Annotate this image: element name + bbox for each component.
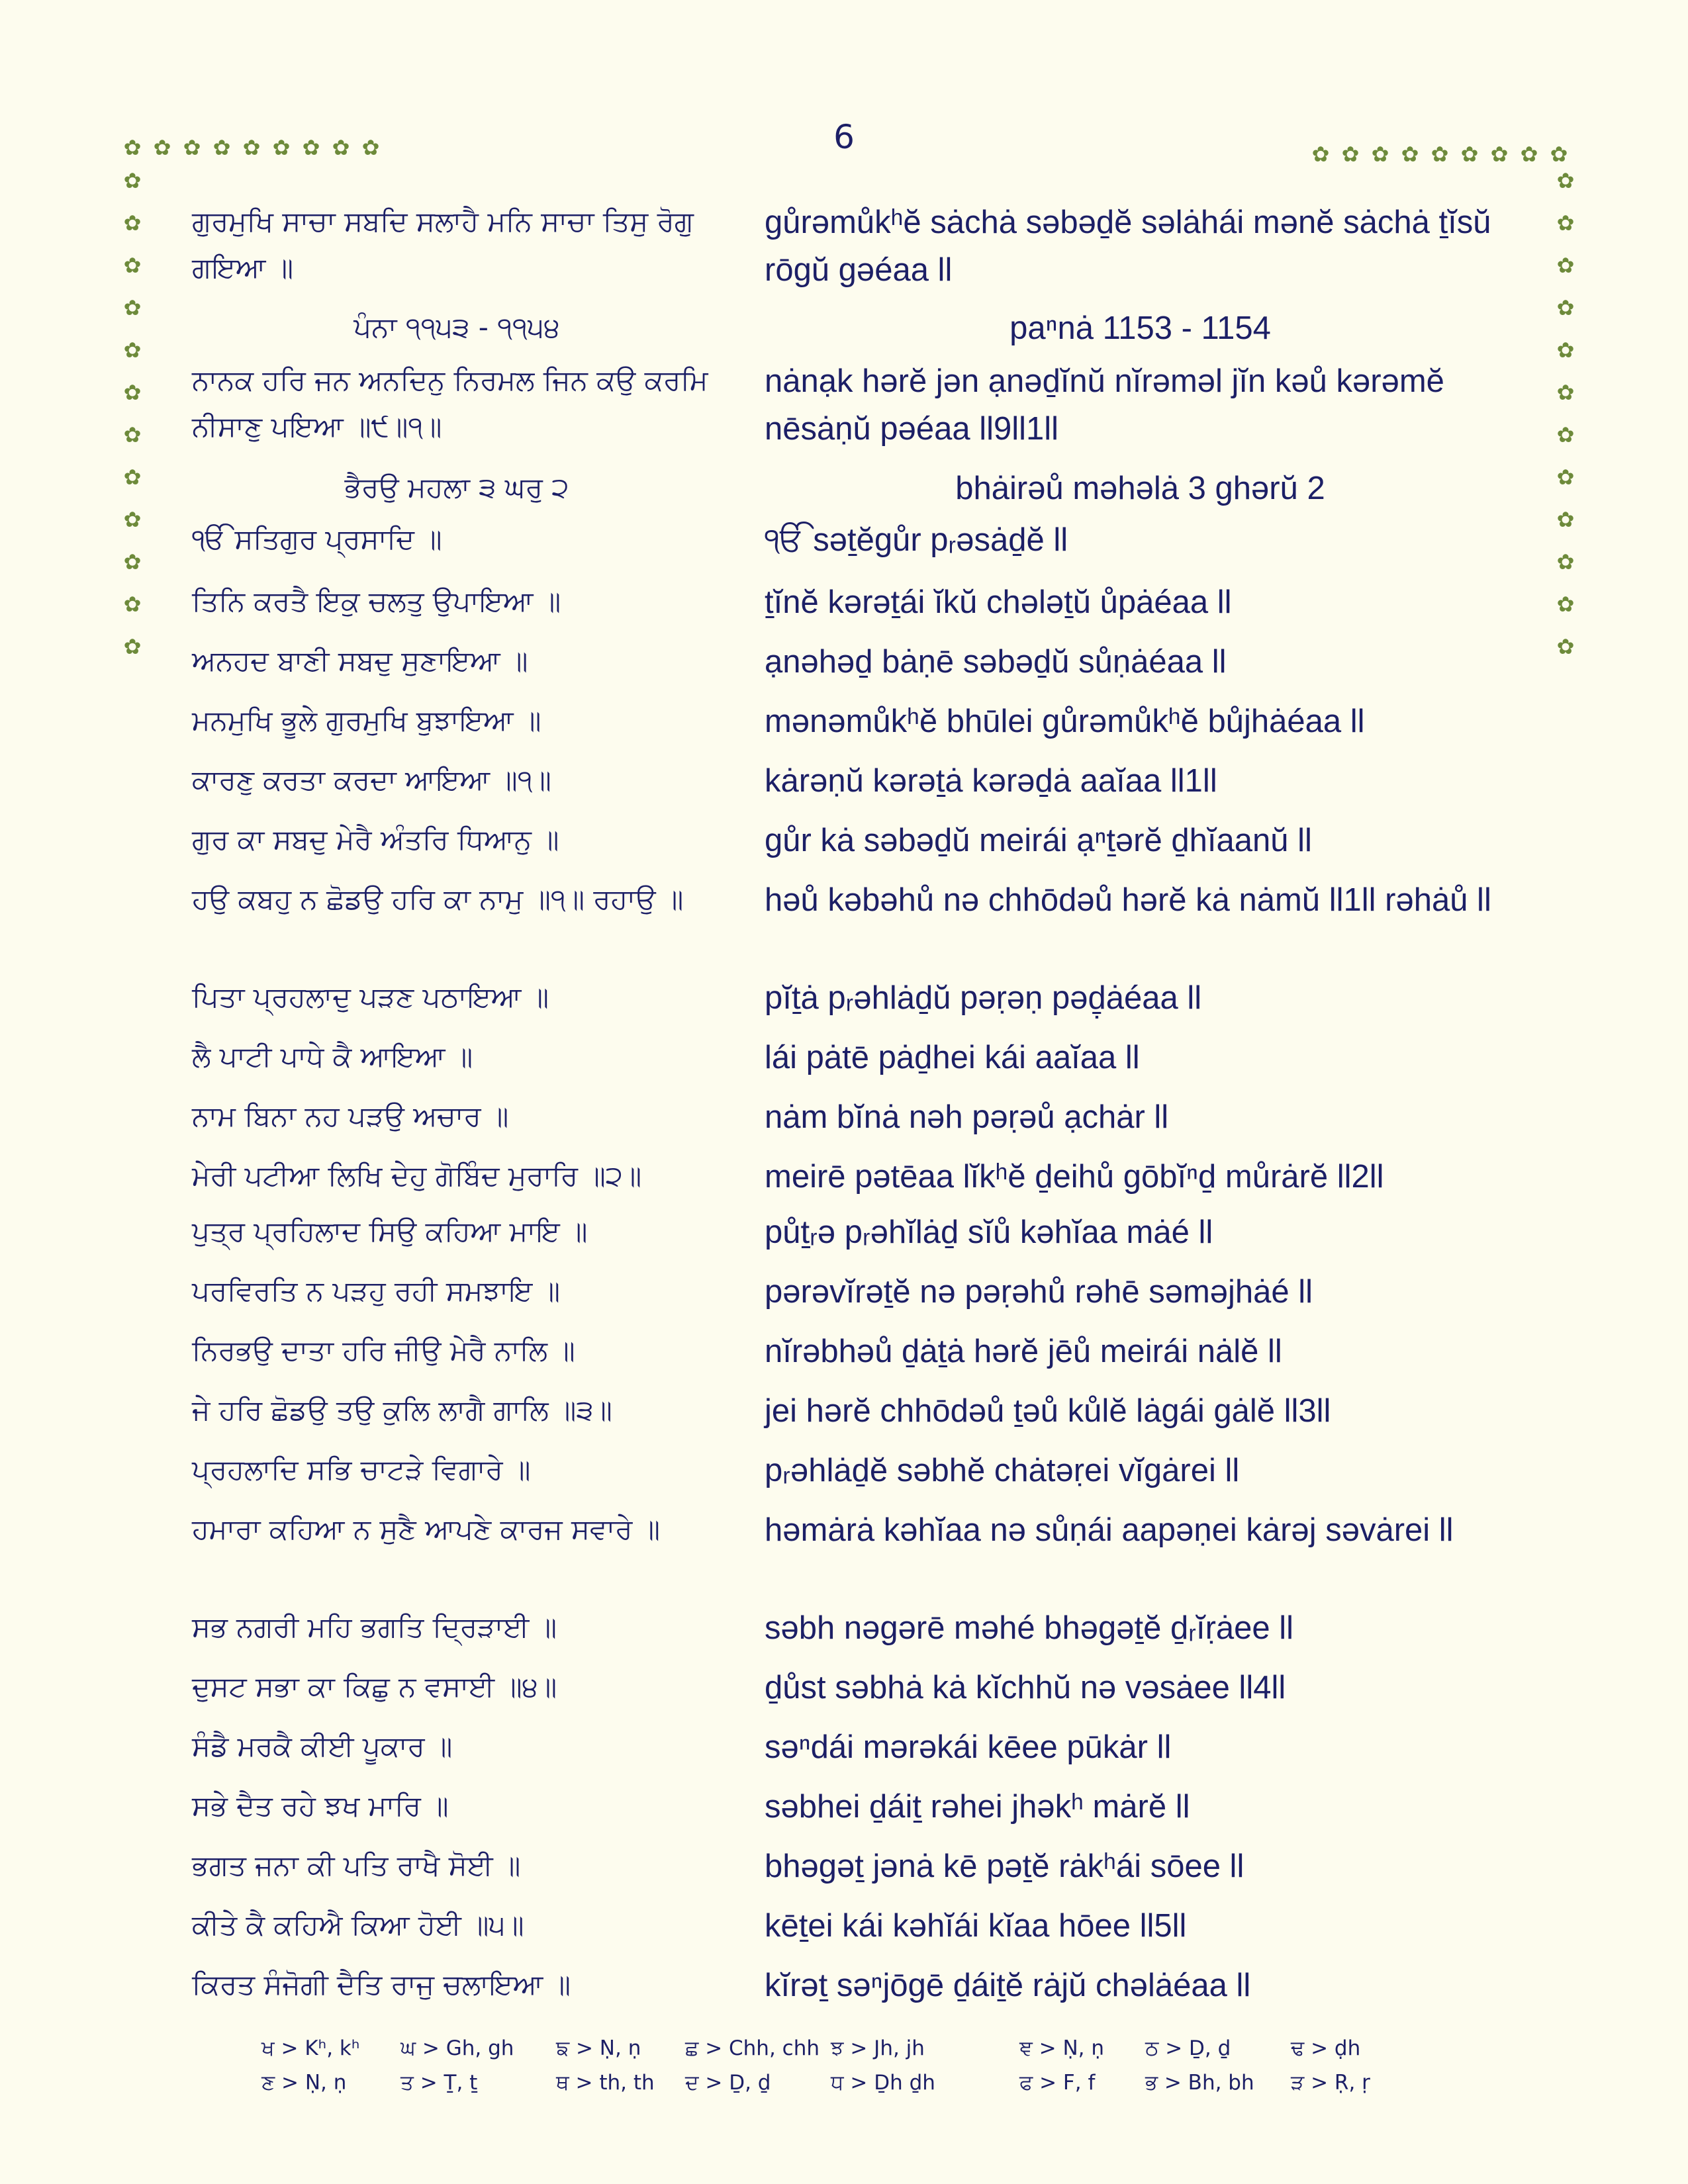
legend-item: ਭ > Bh, bh [1145,2071,1254,2095]
gurmukhi-text: ਨਾਨਕ ਹਰਿ ਜਨ ਅਨਦਿਨੁ ਨਿਰਮਲ ਜਿਨ ਕਉ ਕਰਮਿ ਨੀਸਾਣੁ ਪਇਆ ॥੯॥੧॥ [192,364,708,443]
gurmukhi-text: ਪੰਨਾ ੧੧੫੩ - ੧੧੫੪ [353,311,560,343]
transliteration-text: həů kəbəhů nə chhōdəů hərĕ kȧ nȧmŭ ll1ll rəhȧů ll [765,882,1491,918]
flower-icon: ✿ [1401,142,1419,167]
gurmukhi-text: ਤਿਨਿ ਕਰਤੈ ਇਕੁ ਚਲਤੁ ਉਪਾਇਆ ॥ [192,585,561,617]
gurmukhi-text: ਲੈ ਪਾਟੀ ਪਾਧੇ ਕੈ ਆਇਆ ॥ [192,1040,473,1073]
transliteration-text: mənəmůkʰĕ bhūlei gůrəmůkʰĕ bůjhȧéaa ll [765,704,1365,739]
transliteration-text: bhəgəṯ jənȧ kē pəṯĕ rȧkʰái sōee ll [765,1848,1244,1884]
legend-item: ਥ > th, th [556,2071,655,2095]
transliteration-text: pərəvĭrəṯĕ nə pəṛəhů rəhē səməjhȧé ll [765,1274,1313,1310]
legend-item: ਫ > F, f [1019,2071,1096,2095]
legend-item: ਦ > Ḏ, ḏ [685,2071,771,2095]
flower-icon: ✿ [1556,592,1575,617]
gurmukhi-text: ਭਗਤ ਜਨਾ ਕੀ ਪਤਿ ਰਾਖੈ ਸੋਈ ॥ [192,1849,521,1882]
flower-icon: ✿ [123,592,142,617]
flower-icon: ✿ [123,422,142,447]
legend-item: ਘ > Gh, gh [400,2036,514,2060]
flower-icon: ✿ [361,135,380,160]
transliteration-text: pĭṯȧ pᵣəhlȧḏŭ pəṛəṇ pəḏ̣ȧéaa ll [765,980,1202,1016]
transliteration-text: meirē pətēaa lĭkʰĕ ḏeihů gōbĭⁿḏ můrȧrĕ ll2ll [765,1159,1384,1195]
transliteration-text: půṯᵣə pᵣəhĭlȧḏ sĭů kəhĭaa mȧé ll [765,1214,1213,1250]
gurmukhi-text: ਪਰਵਿਰਤਿ ਨ ਪੜਹੁ ਰਹੀ ਸਮਝਾਇ ॥ [192,1275,561,1307]
flower-icon: ✿ [1556,253,1575,278]
gurmukhi-text: ਕਿਰਤ ਸੰਜੋਗੀ ਦੈਤਿ ਰਾਜੁ ਚਲਾਇਆ ॥ [192,1968,571,2001]
gurmukhi-text: ਦੁਸਟ ਸਭਾ ਕਾ ਕਿਛੁ ਨ ਵਸਾਈ ॥੪॥ [192,1670,557,1703]
flower-icon: ✿ [123,380,142,405]
gurmukhi-text: ਗੁਰ ਕਾ ਸਬਦੁ ਮੇਰੈ ਅੰਤਰਿ ਧਿਆਨੁ ॥ [192,823,559,856]
flower-icon: ✿ [1556,422,1575,447]
flower-icon: ✿ [1556,465,1575,490]
legend-row [0,2070,1688,2103]
transliteration-text: ḏůst səbhȧ kȧ kĭchhŭ nə vəsȧee ll4ll [765,1670,1286,1706]
transliteration-text: nȧnạk hərĕ jən ạnəḏĭnŭ nĭrəməl jĭn kəů kərəmĕ nēsȧṇŭ pəéaa ll9ll1ll [765,363,1444,447]
flower-icon: ✿ [1371,142,1389,167]
page-number: 6 [833,118,855,156]
flower-icon: ✿ [1550,142,1568,167]
flower-icon: ✿ [123,338,142,363]
flower-icon: ✿ [123,507,142,532]
flower-icon: ✿ [123,135,142,160]
transliteration-text: həmȧrȧ kəhĭaa nə sůṇái aapəṇei kȧrəj səvȧrei ll [765,1512,1454,1548]
transliteration-text: gůr kȧ səbəḏŭ meirái ạⁿṯərĕ ḏhĭaanŭ ll [765,823,1312,858]
flower-icon: ✿ [1556,295,1575,320]
transliteration-text: paⁿnȧ 1153 - 1154 [1009,310,1271,346]
flower-icon: ✿ [1556,380,1575,405]
gurmukhi-text: ਕੀਤੇ ਕੈ ਕਹਿਐ ਕਿਆ ਹੋਈ ॥੫॥ [192,1909,524,1941]
flower-icon: ✿ [123,210,142,236]
flower-icon: ✿ [242,135,261,160]
flower-icon: ✿ [153,135,171,160]
gurmukhi-text: ਪਿਤਾ ਪ੍ਰਹਲਾਦੁ ਪੜਣ ਪਠਾਇਆ ॥ [192,981,549,1013]
gurmukhi-text: ਨਿਰਭਉ ਦਾਤਾ ਹਰਿ ਜੀਉ ਮੇਰੈ ਨਾਲਿ ॥ [192,1334,575,1367]
flower-icon: ✿ [1341,142,1360,167]
flower-icon: ✿ [1556,549,1575,574]
flower-icon: ✿ [1520,142,1538,167]
transliteration-text: səⁿdái mərəkái kēee pūkȧr ll [765,1729,1172,1765]
legend-item: ਠ > Ḏ, ḏ [1145,2036,1231,2060]
legend-item: ਢ > ḍh [1291,2036,1361,2060]
legend-item: ਝ > Jh, jh [831,2036,925,2060]
transliteration-text: lái pȧtē pȧḏhei kái aaĭaa ll [765,1040,1140,1075]
gurmukhi-text: ਪੁਤ੍ਰ ਪ੍ਰਹਿਲਾਦ ਸਿਉ ਕਹਿਆ ਮਾਇ ॥ [192,1215,588,1248]
flower-icon: ✿ [1430,142,1449,167]
gurmukhi-text: ਮੇਰੀ ਪਟੀਆ ਲਿਖਿ ਦੇਹੁ ਗੋਬਿੰਦ ਮੁਰਾਰਿ ॥੨॥ [192,1160,642,1192]
legend-item: ਣ > Ṇ, ṇ [261,2071,347,2095]
flower-icon: ✿ [1460,142,1479,167]
transliteration-text: bhȧirəů məhəlȧ 3 ghərŭ 2 [955,471,1325,506]
legend-item: ਧ > Ḏh ḏh [831,2071,935,2095]
transliteration-text: pᵣəhlȧḏĕ səbhĕ chȧtəṛei vĭgȧrei ll [765,1453,1240,1488]
gurmukhi-text: ਨਾਮ ਬਿਨਾ ਨਹ ਪੜਉ ਅਚਾਰ ॥ [192,1100,509,1132]
gurmukhi-text: ਸਭੇ ਦੈਤ ਰਹੇ ਝਖ ਮਾਰਿ ॥ [192,1790,449,1822]
transliteration-text: jei hərĕ chhōdəů ṯəů kůlĕ lȧgái gȧlĕ ll3ll [765,1393,1331,1429]
gurmukhi-text: ਸੰਡੈ ਮਰਕੈ ਕੀਈ ਪੂਕਾਰ ॥ [192,1730,453,1762]
gurmukhi-text: ਗੁਰਮੁਖਿ ਸਾਚਾ ਸਬਦਿ ਸਲਾਹੈ ਮਨਿ ਸਾਚਾ ਤਿਸੁ ਰੋਗੁ ਗਇਆ ॥ [192,205,694,284]
flower-icon: ✿ [1490,142,1509,167]
gurmukhi-text: ਭੈਰਉ ਮਹਲਾ ੩ ਘਰੁ ੨ [344,471,569,504]
flower-icon: ✿ [1556,338,1575,363]
transliteration-text: səbhei ḏáiṯ rəhei jhəkʰ mȧrĕ ll [765,1789,1190,1825]
legend-item: ਛ > Chh, chh [685,2036,820,2060]
flower-icon: ✿ [212,135,231,160]
transliteration-text: kȧrəṇŭ kərəṯȧ kərəḏȧ aaĭaa ll1ll [765,763,1217,799]
flower-icon: ✿ [123,168,142,193]
transliteration-text: kēṯei kái kəhĭái kĭaa hōee ll5ll [765,1908,1187,1944]
legend-item: ੜ > Ṛ, ṛ [1291,2071,1370,2095]
flower-icon: ✿ [1556,168,1575,193]
gurmukhi-text: ਮਨਮੁਖਿ ਭੂਲੇ ਗੁਰਮੁਖਿ ਬੁਝਾਇਆ ॥ [192,704,541,737]
flower-icon: ✿ [123,465,142,490]
flower-icon: ✿ [302,135,320,160]
flower-icon: ✿ [1556,210,1575,236]
flower-icon: ✿ [183,135,201,160]
flower-icon: ✿ [272,135,291,160]
transliteration-text: ṯĭnĕ kərəṯái ĭkŭ chələṯŭ ůpȧéaa ll [765,584,1232,620]
flower-icon: ✿ [1556,507,1575,532]
gurmukhi-text: ਜੇ ਹਰਿ ਛੋਡਉ ਤਉ ਕੁਲਿ ਲਾਗੈ ਗਾਲਿ ॥੩॥ [192,1394,612,1426]
gurmukhi-text: ਹਮਾਰਾ ਕਹਿਆ ਨ ਸੁਣੈ ਆਪਣੇ ਕਾਰਜ ਸਵਾਰੇ ॥ [192,1513,661,1545]
transliteration-text: kĭrəṯ səⁿjōgē ḏáiṯĕ rȧjŭ chəlȧéaa ll [765,1968,1251,2003]
transliteration-text: səbh nəgərē məhé bhəgəṯĕ ḏᵣĭṛȧee ll [765,1610,1294,1646]
transliteration-text: nĭrəbhəů ḏȧṯȧ hərĕ jēů meirái nȧlĕ ll [765,1334,1282,1369]
legend-item: ਙ > Ṇ, ṇ [556,2036,641,2060]
gurmukhi-text: ਸਭ ਨਗਰੀ ਮਹਿ ਭਗਤਿ ਦ੍ਰਿੜਾਈ ॥ [192,1611,557,1643]
gurmukhi-text: ੴ ਸਤਿਗੁਰ ਪ੍ਰਸਾਦਿ ॥ [192,523,442,555]
gurmukhi-text: ਅਨਹਦ ਬਾਣੀ ਸਬਦੁ ਸੁਣਾਇਆ ॥ [192,645,528,677]
legend-item: ਤ > Ṯ, ṯ [400,2071,478,2095]
flower-icon: ✿ [123,253,142,278]
transliteration-text: nȧm bĭnȧ nəh pəṛəů ạchȧr ll [765,1099,1169,1135]
legend-row [0,2035,1688,2068]
flower-icon: ✿ [1311,142,1330,167]
gurmukhi-text: ਹਉ ਕਬਹੁ ਨ ਛੋਡਉ ਹਰਿ ਕਾ ਨਾਮੁ ॥੧॥ ਰਹਾਉ ॥ [192,883,684,915]
transliteration-text: ੴ səṯĕgůr pᵣəsȧḏĕ ll [765,522,1068,558]
gurmukhi-text: ਕਾਰਣੁ ਕਰਤਾ ਕਰਦਾ ਆਇਆ ॥੧॥ [192,764,551,796]
legend-item: ਞ > Ṇ, ṇ [1019,2036,1105,2060]
legend-item: ਖ > Kʰ, kʰ [261,2036,360,2060]
flower-icon: ✿ [123,295,142,320]
flower-icon: ✿ [332,135,350,160]
flower-icon: ✿ [1556,634,1575,659]
transliteration-text: gůrəmůkʰĕ sȧchȧ səbəḏĕ səlȧhái mənĕ sȧchȧ ṯĭsŭ rōgŭ gəéaa ll [765,205,1491,288]
transliteration-text: ạnəhəḏ bȧṇē səbəḏŭ sůṇȧéaa ll [765,644,1227,680]
flower-icon: ✿ [123,634,142,659]
flower-icon: ✿ [123,549,142,574]
gurmukhi-text: ਪ੍ਰਹਲਾਦਿ ਸਭਿ ਚਾਟੜੇ ਵਿਗਾਰੇ ॥ [192,1453,531,1486]
